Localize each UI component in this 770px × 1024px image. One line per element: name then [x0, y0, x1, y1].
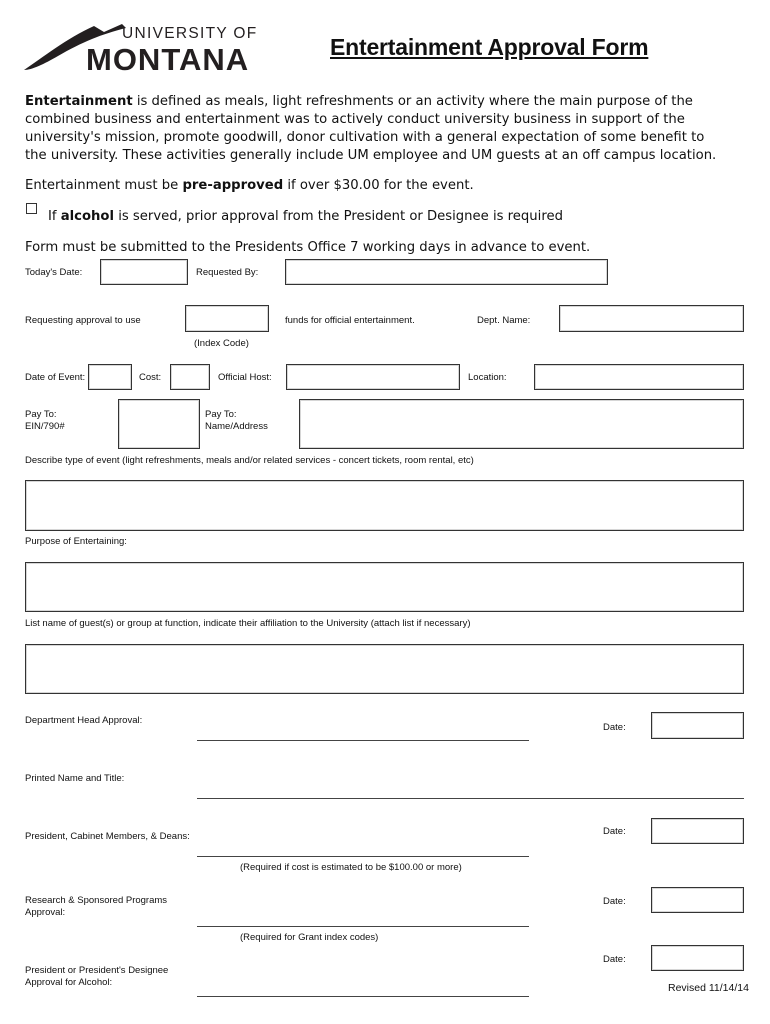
preapproval-note: Entertainment must be pre-approved if over $30.00 for the event.	[25, 178, 474, 193]
index-code-field[interactable]	[185, 305, 269, 332]
pay-to-ein-label-1: Pay To:	[25, 409, 57, 420]
pay-to-ein-label-2: EIN/790#	[25, 421, 65, 432]
purpose-field[interactable]	[25, 562, 744, 612]
president-cabinet-signature-line[interactable]	[197, 856, 529, 857]
president-alcohol-label-2: Approval for Alcohol:	[25, 977, 113, 988]
todays-date-field[interactable]	[100, 259, 188, 285]
printed-name-label: Printed Name and Title:	[25, 773, 125, 784]
alcohol-note: If alcohol is served, prior approval from the President or Designee is required	[48, 209, 563, 224]
dept-head-signature-line[interactable]	[197, 740, 529, 741]
president-alcohol-date-label: Date:	[603, 954, 626, 965]
date-of-event-field[interactable]	[88, 364, 132, 390]
dept-head-date-label: Date:	[603, 722, 626, 733]
location-label: Location:	[468, 372, 507, 383]
president-alcohol-signature-line[interactable]	[197, 996, 529, 997]
pay-to-name-label-2: Name/Address	[205, 421, 268, 432]
pay-to-name-address-field[interactable]	[299, 399, 744, 449]
requested-by-label: Requested By:	[196, 267, 259, 278]
describe-event-label: Describe type of event (light refreshments, meals and/or related services - concert tickets, room rental, etc)	[25, 455, 474, 466]
president-cabinet-date-field[interactable]	[651, 818, 744, 844]
guests-field[interactable]	[25, 644, 744, 694]
pay-to-ein-field[interactable]	[118, 399, 200, 449]
describe-event-field[interactable]	[25, 480, 744, 531]
alcohol-checkbox[interactable]	[26, 203, 37, 214]
research-date-label: Date:	[603, 896, 626, 907]
dept-name-field[interactable]	[559, 305, 744, 332]
president-cabinet-date-label: Date:	[603, 826, 626, 837]
logo-montana: MONTANA	[86, 42, 250, 77]
revision-date: Revised 11/14/14	[668, 982, 749, 994]
funds-note: funds for official entertainment.	[285, 315, 415, 326]
printed-name-line[interactable]	[197, 798, 744, 799]
guests-label: List name of guest(s) or group at function, indicate their affiliation to the University (attach list if necessary)	[25, 618, 471, 629]
cost-label: Cost:	[139, 372, 162, 383]
cost-field[interactable]	[170, 364, 210, 390]
official-host-label: Official Host:	[218, 372, 272, 383]
president-cabinet-label: President, Cabinet Members, & Deans:	[25, 831, 190, 842]
purpose-label: Purpose of Entertaining:	[25, 536, 127, 547]
pay-to-name-label-1: Pay To:	[205, 409, 237, 420]
president-alcohol-label-1: President or President's Designee	[25, 965, 169, 976]
entertainment-definition: Entertainment is defined as meals, light refreshments or an activity where the main purpose of the combined business and entertainment was to actively conduct university business in support of the university's mission, promote goodwill, donor cultivation with a general expectation of some benefit to the university. These activities generally include UM employee and UM guests at an off campus location.	[25, 94, 717, 163]
research-approval-label-2: Approval:	[25, 907, 66, 918]
dept-head-date-field[interactable]	[651, 712, 744, 739]
date-of-event-label: Date of Event:	[25, 372, 86, 383]
required-grant-note: (Required for Grant index codes)	[240, 932, 379, 943]
logo-university-of: UNIVERSITY OF	[122, 25, 258, 42]
official-host-field[interactable]	[286, 364, 460, 390]
required-cost-note: (Required if cost is estimated to be $100.00 or more)	[240, 862, 462, 873]
dept-head-approval-label: Department Head Approval:	[25, 715, 143, 726]
requested-by-field[interactable]	[285, 259, 608, 285]
requesting-approval-label: Requesting approval to use	[25, 315, 141, 326]
dept-name-label: Dept. Name:	[477, 315, 531, 326]
location-field[interactable]	[534, 364, 744, 390]
research-approval-label-1: Research & Sponsored Programs	[25, 895, 168, 906]
research-signature-line[interactable]	[197, 926, 529, 927]
page-title: Entertainment Approval Form	[330, 34, 649, 60]
index-code-caption: (Index Code)	[194, 338, 249, 349]
research-date-field[interactable]	[651, 887, 744, 913]
submission-note: Form must be submitted to the Presidents Office 7 working days in advance to event.	[25, 240, 591, 255]
president-alcohol-date-field[interactable]	[651, 945, 744, 971]
todays-date-label: Today's Date:	[25, 267, 83, 278]
